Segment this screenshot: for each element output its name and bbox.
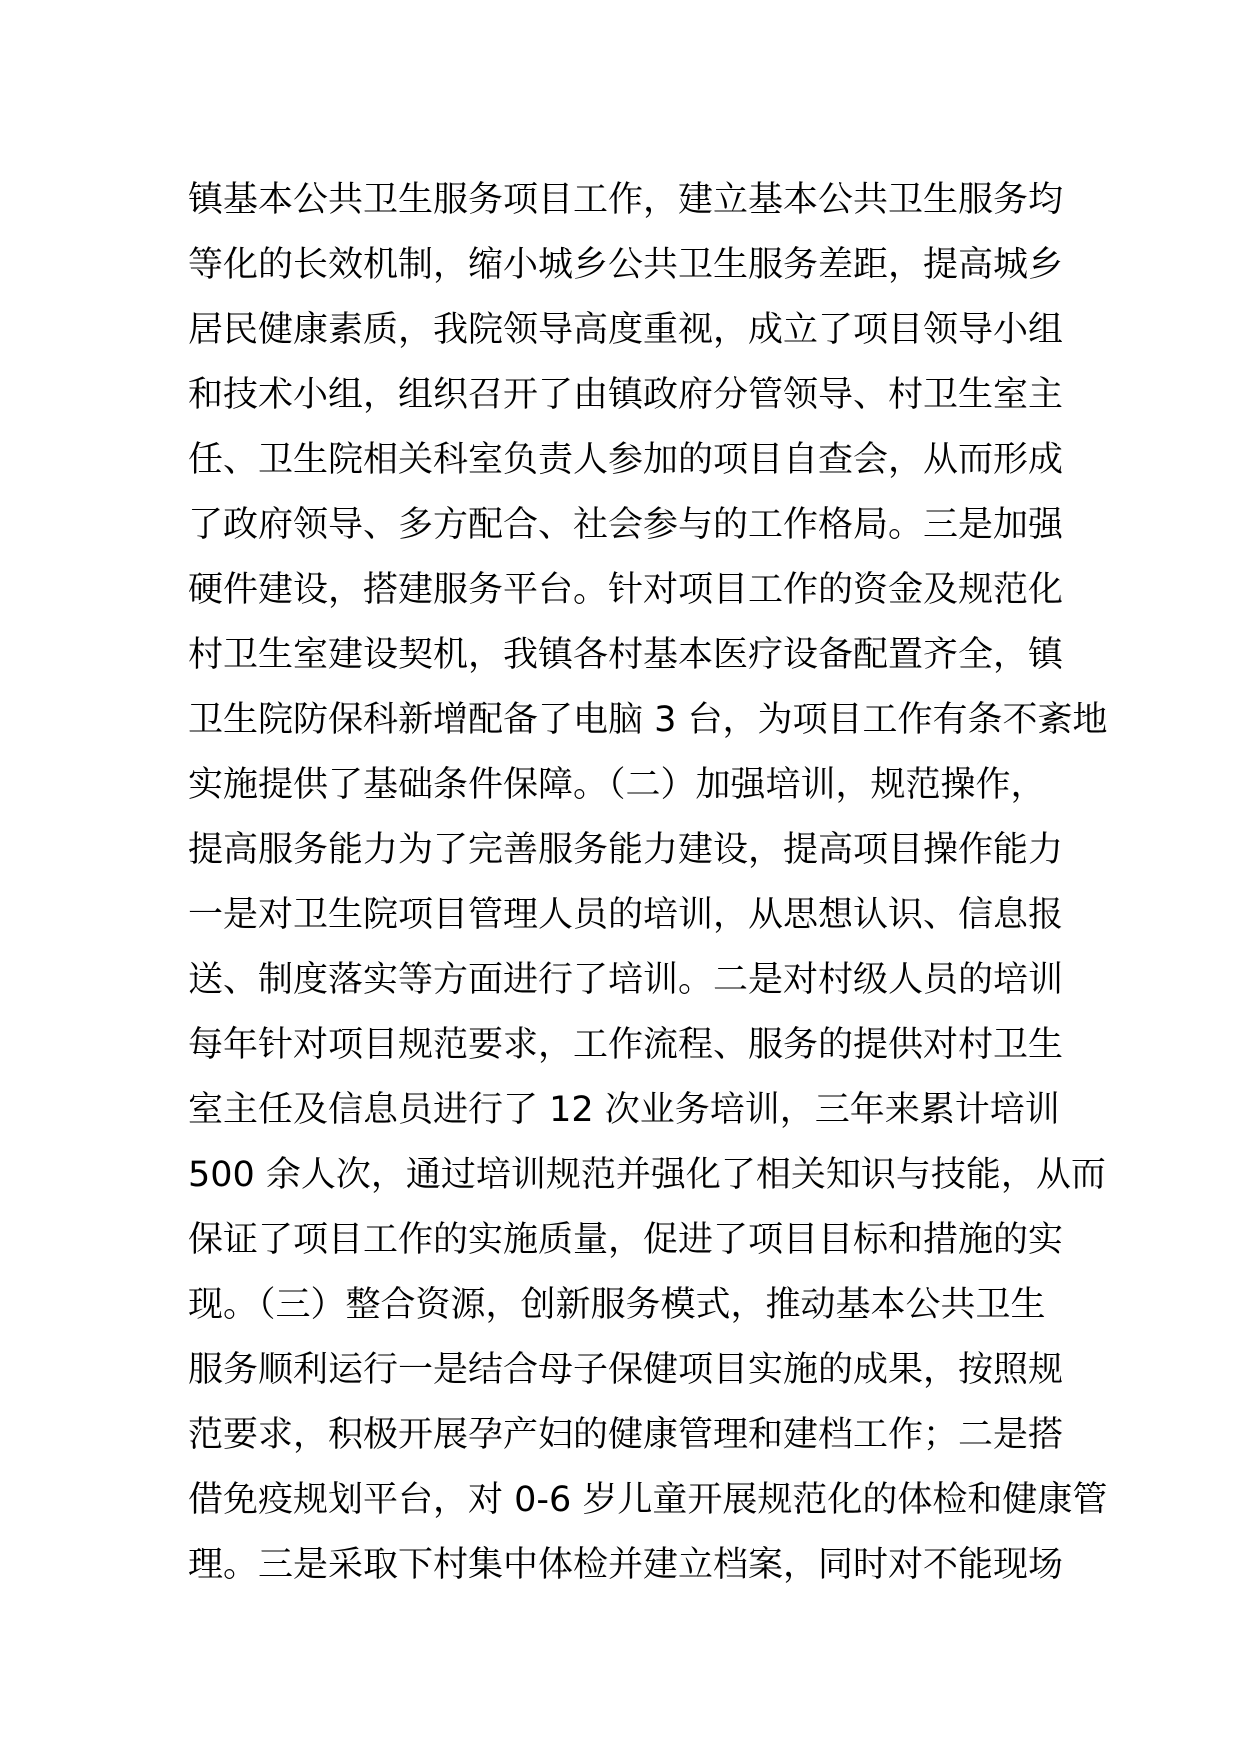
text-line: 室主任及信息员进行了 12 次业务培训，三年来累计培训 — [188, 1090, 1060, 1130]
text-line: 借免疫规划平台，对 0-6 岁儿童开展规范化的体检和健康管 — [188, 1480, 1108, 1520]
text-line: 服务顺利运行一是结合母子保健项目实施的成果，按照规 — [188, 1350, 1064, 1390]
text-line: 送、制度落实等方面进行了培训。二是对村级人员的培训 — [188, 960, 1064, 1000]
text-line: 范要求，积极开展孕产妇的健康管理和建档工作；二是搭 — [188, 1415, 1064, 1455]
text-line: 等化的长效机制，缩小城乡公共卫生服务差距，提高城乡 — [188, 245, 1064, 285]
text-line: 和技术小组，组织召开了由镇政府分管领导、村卫生室主 — [188, 375, 1064, 415]
text-line: 镇基本公共卫生服务项目工作，建立基本公共卫生服务均 — [188, 180, 1064, 220]
text-line: 每年针对项目规范要求，工作流程、服务的提供对村卫生 — [188, 1025, 1064, 1065]
text-line: 现。（三）整合资源，创新服务模式，推动基本公共卫生 — [188, 1285, 1046, 1325]
text-line: 硬件建设，搭建服务平台。针对项目工作的资金及规范化 — [188, 570, 1064, 610]
text-line: 500 余人次，通过培训规范并强化了相关知识与技能，从而 — [188, 1155, 1106, 1195]
text-line: 保证了项目工作的实施质量，促进了项目目标和措施的实 — [188, 1220, 1064, 1260]
text-line: 村卫生室建设契机，我镇各村基本医疗设备配置齐全，镇 — [188, 635, 1064, 675]
text-line: 任、卫生院相关科室负责人参加的项目自查会，从而形成 — [188, 440, 1064, 480]
text-line: 居民健康素质，我院领导高度重视，成立了项目领导小组 — [188, 310, 1064, 350]
text-line: 理。三是采取下村集中体检并建立档案，同时对不能现场 — [188, 1545, 1064, 1585]
text-line: 卫生院防保科新增配备了电脑 3 台，为项目工作有条不紊地 — [188, 700, 1108, 740]
text-line: 提高服务能力为了完善服务能力建设，提高项目操作能力 — [188, 830, 1064, 870]
text-line: 一是对卫生院项目管理人员的培训，从思想认识、信息报 — [188, 895, 1064, 935]
text-line: 了政府领导、多方配合、社会参与的工作格局。三是加强 — [188, 505, 1064, 545]
body-text — [188, 168, 1108, 1598]
text-line: 实施提供了基础条件保障。（二）加强培训，规范操作， — [188, 765, 1046, 805]
